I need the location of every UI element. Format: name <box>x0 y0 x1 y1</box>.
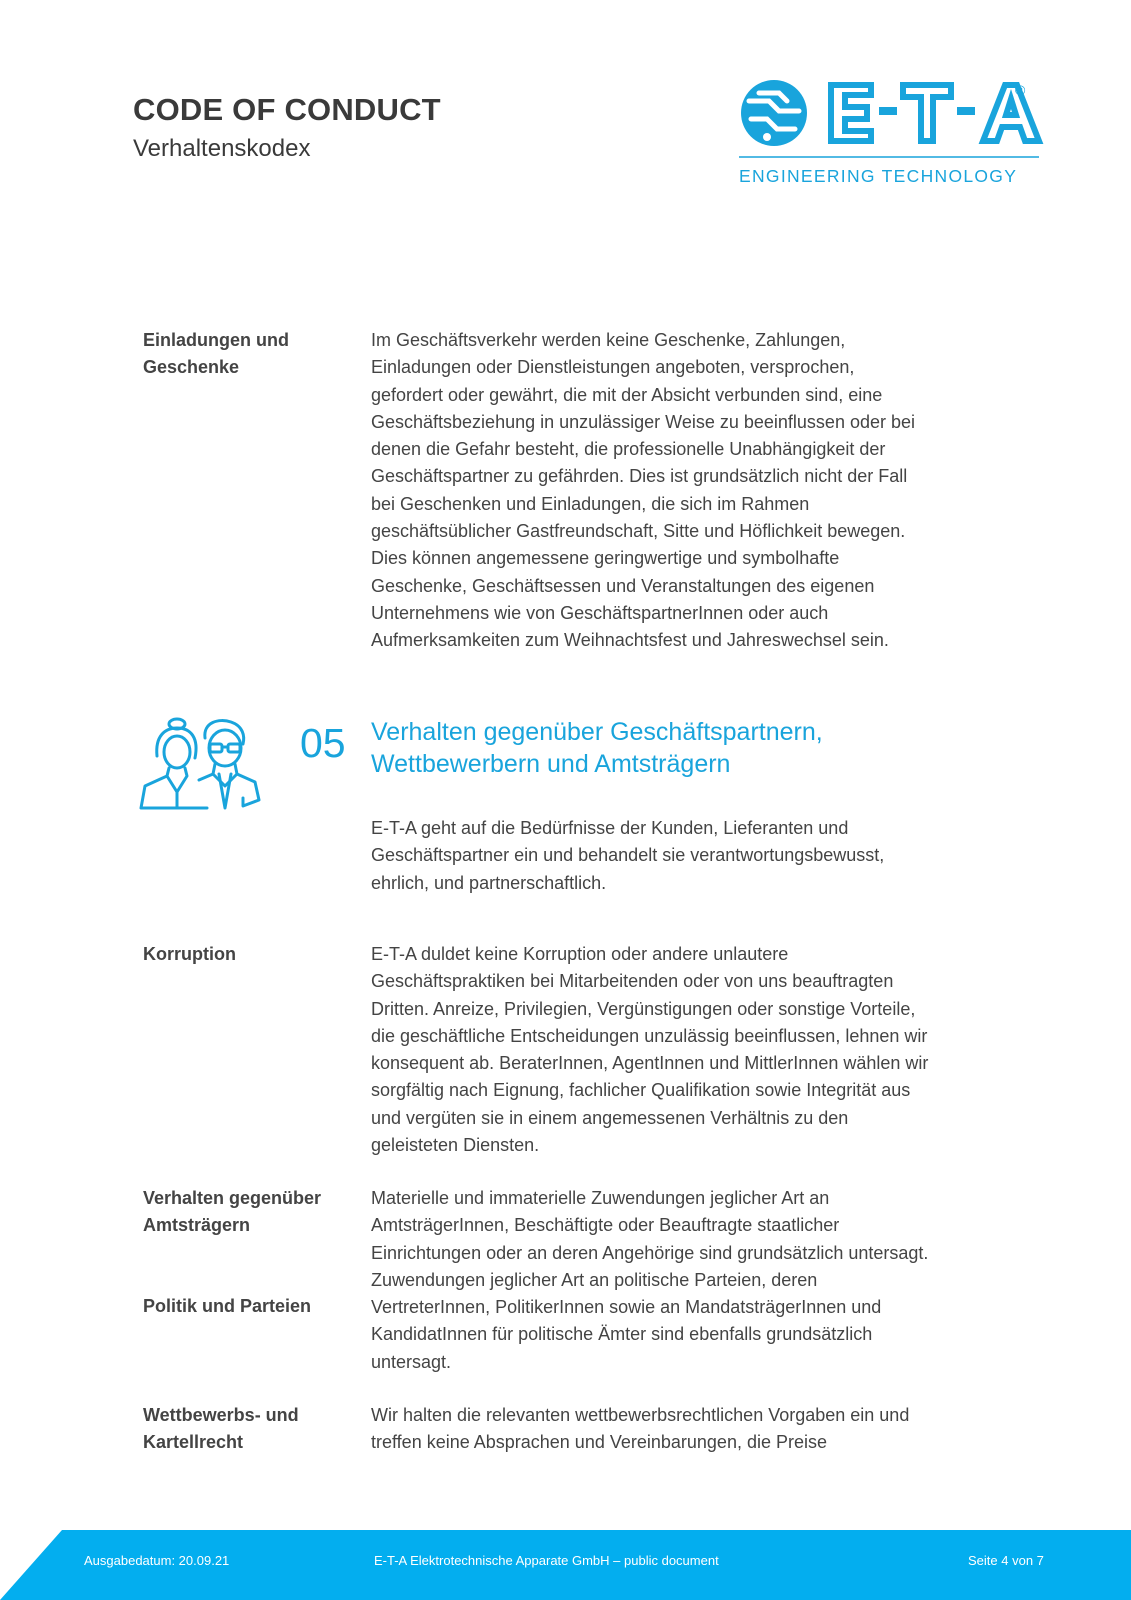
label-officials-line2: Amtsträgern <box>143 1215 251 1235</box>
label-gifts-line1: Einladungen und <box>143 330 289 350</box>
footer-company: E-T-A Elektrotechnische Apparate GmbH – public document <box>374 1553 719 1568</box>
label-officials-line1: Verhalten gegenüber <box>143 1188 322 1208</box>
footer-page-number: Seite 4 von 7 <box>968 1553 1044 1568</box>
business-people-icon <box>139 716 261 812</box>
page-subtitle: Verhaltenskodex <box>133 135 311 162</box>
page-title: CODE OF CONDUCT <box>133 92 441 127</box>
corruption-paragraph: E-T-A duldet keine Korruption oder andere unlautere Geschäftspraktiken bei Mitarbeitenden oder von uns beauftragten Dritten. Anreize, Privilegien, Vergünstigungen oder sonstige Vorteile, die geschäftliche Entscheidungen unzulässig beeinflussen, lehnen wir konsequent ab. BeraterInnen, AgentInnen und MittlerInnen wählen wir sorgfältig nach Eignung, fachlicher Qualifikation sowie Integrität aus und vergüten sie in einem angemessenen Verhältnis zu den geleisteten Diensten. <box>371 944 929 1156</box>
chapter-title: Verhalten gegenüber Geschäftspartnern, Wettbewerbern und Amtsträgern <box>371 718 823 778</box>
label-corruption: Korruption <box>143 944 236 964</box>
gifts-paragraph: Im Geschäftsverkehr werden keine Geschenke, Zahlungen, Einladungen oder Dienstleistungen angeboten, versprochen, gefordert oder gewährt, die mit der Absicht verbunden sind, eine Geschäftsbeziehung in unzulässiger Weise zu beeinflussen oder bei denen die Gefahr besteht, die professionelle Unabhängigkeit der Geschäftspartner zu gefährden. Dies ist grundsätzlich nicht der Fall bei Geschenken und Einladungen, die sich im Rahmen geschäftsüblicher Gastfreundschaft, Sitte und Höflichkeit bewegen. Dies können angemessene geringwertige und symbolhafte Geschenke, Geschäftsessen und Veranstaltungen des eigenen Unternehmens wie von GeschäftspartnerInnen oder auch Aufmerksamkeiten zum Weihnachtsfest und Jahreswechsel sein. <box>371 330 915 651</box>
label-competition <box>143 1402 353 1456</box>
label-gifts-line2: Geschenke <box>143 357 240 377</box>
competition-paragraph: Wir halten die relevanten wettbewerbsrechtlichen Vorgaben ein und treffen keine Absprachen und Vereinbarungen, die Preise <box>371 1405 910 1453</box>
logo-tagline: ENGINEERING TECHNOLOGY <box>739 166 1018 186</box>
label-competition-line2: Kartellrecht <box>143 1432 244 1452</box>
eta-logo-graphic <box>739 79 1052 191</box>
label-gifts <box>143 327 353 381</box>
eta-logo <box>739 79 1052 191</box>
footer-date: Ausgabedatum: 20.09.21 <box>84 1553 230 1568</box>
registered-mark: ® <box>1015 82 1026 98</box>
chapter-intro: E-T-A geht auf die Bedürfnisse der Kunden, Lieferanten und Geschäftspartner ein und behandelt sie verantwortungsbewusst, ehrlich, und partnerschaftlich. <box>371 818 885 893</box>
chapter-number: 05 <box>300 720 346 766</box>
label-politics: Politik und Parteien <box>143 1296 312 1316</box>
label-competition-line1: Wettbewerbs- und <box>143 1405 299 1425</box>
label-officials <box>143 1185 353 1239</box>
officials-paragraph: Materielle und immaterielle Zuwendungen jeglicher Art an AmtsträgerInnen, Beschäftigte oder Beauftragte staatlicher Einrichtungen oder an deren Angehörige sind grundsätzlich untersagt. Zuwendungen jeglicher Art an politische Parteien, deren VertreterInnen, PolitikerInnen sowie an MandatsträgerInnen und KandidatInnen für politische Ämter sind ebenfalls grundsätzlich untersagt. <box>371 1188 929 1372</box>
